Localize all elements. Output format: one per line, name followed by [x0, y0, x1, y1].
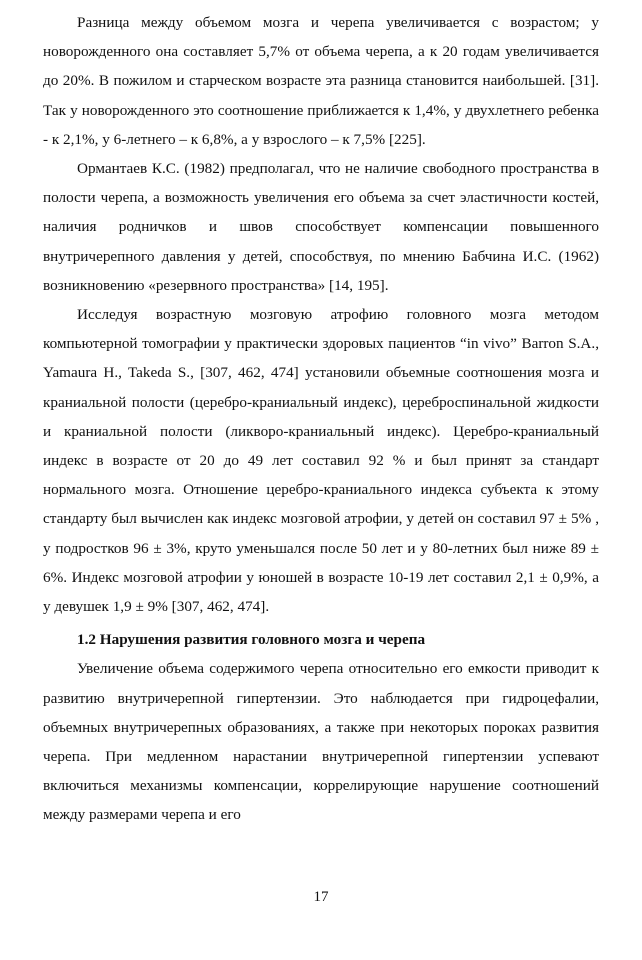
page-number: 17 — [313, 889, 329, 905]
page-body — [43, 8, 599, 830]
paragraph-ormantaev: Ормантаев К.С. (1982) предполагал, что не наличие свободного пространства в полости черепа, а возможность увеличения его объема за счет эластичности костей, наличия родничков и швов способствует компенсации повышенного внутричерепного давления у детей, способствуя, по мнению Бабчина И.С. (1962) возникновению «резервного пространства» [14, 195]. — [43, 160, 599, 294]
section-heading: 1.2 Нарушения развития головного мозга и черепа — [77, 631, 426, 649]
paragraph-brain-skull-volume: Разница между объемом мозга и черепа увеличивается с возрастом; у новорожденного она составляет 5,7% от объема черепа, а к 20 годам увеличивается до 20%. В пожилом и старческом возрасте эта разница становится наибольшей. [31]. Так у новорожденного это соотношение приближается к 1,4%, у двухлетнего ребенка - к 2,1%, у 6-летнего – к 6,8%, а у взрослого – к 7,5% [225]. — [43, 14, 599, 148]
paragraph-brain-atrophy: Исследуя возрастную мозговую атрофию головного мозга методом компьютерной томографии у практически здоровых пациентов “in vivo” Barron S.A., Yamaura H., Takeda S., [307, 462, 474] установили объемные соотношения мозга и краниальной полости (церебро-краниальный индекс), цереброспинальной жидкости и краниальной полости (ликворо-краниальный индекс). Церебро-краниальный индекс в возрасте от 20 до 49 лет составил 92 % и был принят за стандарт нормального мозга. Отношение церебро-краниального индекса субъекта к этому стандарту был вычислен как индекс мозговой атрофии, у детей он составил 97 ± 5% , у подростков 96 ± 3%, круто уменьшался после 50 лет и у 80-летних был ниже 89 ± 6%. Индекс мозговой атрофии у юношей в возрасте 10-19 лет составил 2,1 ± 0,9%, а у девушек 1,9 ± 9% [307, 462, 474]. — [43, 306, 599, 616]
paragraph-intracranial-hypertension: Увеличение объема содержимого черепа относительно его емкости приводит к развитию внутричерепной гипертензии. Это наблюдается при гидроцефалии, объемных внутричерепных образованиях, а также при некоторых пороках развития черепа. При медленном нарастании внутричерепной гипертензии успевают включиться механизмы компенсации, коррелирующие нарушение соотношений между размерами черепа и его — [43, 660, 599, 824]
